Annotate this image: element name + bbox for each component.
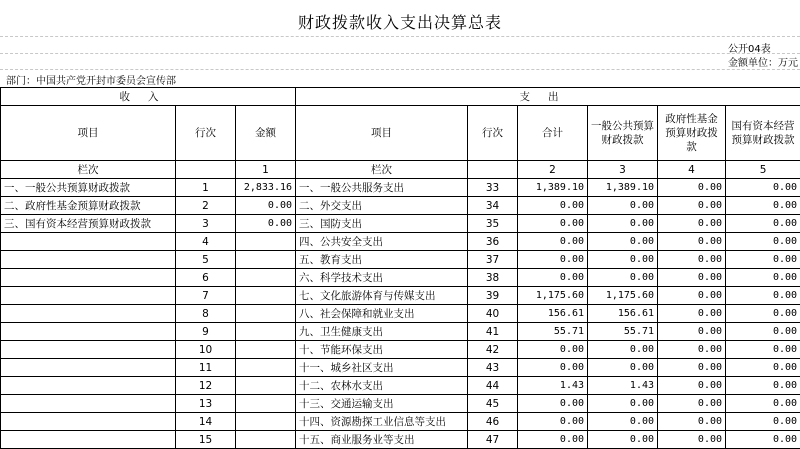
income-amount-header: 金额 <box>236 106 296 161</box>
income-section-header: 收入 <box>1 88 296 106</box>
expense-line-cell: 36 <box>468 233 518 251</box>
table-row <box>1 359 800 377</box>
income-item-cell <box>1 377 176 395</box>
income-item-cell <box>1 305 176 323</box>
state-capital-cell: 0.00 <box>726 251 800 269</box>
income-item-cell: 二、政府性基金预算财政拨款 <box>1 197 176 215</box>
gov-fund-header: 政府性基金预算财政拨款 <box>658 106 726 161</box>
state-capital-cell: 0.00 <box>726 323 800 341</box>
sheet-gridline <box>0 69 800 70</box>
gov-fund-cell: 0.00 <box>658 215 726 233</box>
total-cell: 156.61 <box>518 305 588 323</box>
gov-fund-cell: 0.00 <box>658 179 726 197</box>
state-capital-cell: 0.00 <box>726 233 800 251</box>
index-state-capital: 5 <box>726 161 800 179</box>
gov-fund-cell: 0.00 <box>658 377 726 395</box>
expense-item-cell: 八、社会保障和就业支出 <box>296 305 468 323</box>
general-budget-cell: 0.00 <box>588 359 658 377</box>
income-line-cell: 5 <box>176 251 236 269</box>
gov-fund-cell: 0.00 <box>658 413 726 431</box>
expense-index-label: 栏次 <box>296 161 468 179</box>
general-budget-cell: 0.00 <box>588 215 658 233</box>
expense-line-header: 行次 <box>468 106 518 161</box>
table-row <box>1 323 800 341</box>
total-cell: 1,175.60 <box>518 287 588 305</box>
income-item-cell <box>1 323 176 341</box>
expense-item-header: 项目 <box>296 106 468 161</box>
total-cell: 0.00 <box>518 431 588 449</box>
income-line-cell: 10 <box>176 341 236 359</box>
table-row <box>1 431 800 449</box>
expense-item-cell: 七、文化旅游体育与传媒支出 <box>296 287 468 305</box>
index-total: 2 <box>518 161 588 179</box>
gov-fund-cell: 0.00 <box>658 287 726 305</box>
expense-item-cell: 六、科学技术支出 <box>296 269 468 287</box>
gov-fund-cell: 0.00 <box>658 233 726 251</box>
index-gov-fund: 4 <box>658 161 726 179</box>
total-header: 合计 <box>518 106 588 161</box>
income-line-cell: 4 <box>176 233 236 251</box>
column-index-row <box>1 161 800 179</box>
table-row <box>1 377 800 395</box>
income-item-cell <box>1 341 176 359</box>
income-amount-cell <box>236 377 296 395</box>
income-item-cell: 三、国有资本经营预算财政拨款 <box>1 215 176 233</box>
state-capital-cell: 0.00 <box>726 377 800 395</box>
income-amount-cell <box>236 341 296 359</box>
income-line-cell: 12 <box>176 377 236 395</box>
expense-line-cell: 33 <box>468 179 518 197</box>
income-amount-cell <box>236 359 296 377</box>
income-line-cell: 6 <box>176 269 236 287</box>
income-amount-cell: 2,833.16 <box>236 179 296 197</box>
state-capital-cell: 0.00 <box>726 179 800 197</box>
income-line-cell: 9 <box>176 323 236 341</box>
income-amount-cell: 0.00 <box>236 215 296 233</box>
column-header-row <box>1 106 800 161</box>
income-line-cell: 7 <box>176 287 236 305</box>
income-line-cell: 15 <box>176 431 236 449</box>
expense-item-cell: 二、外交支出 <box>296 197 468 215</box>
general-budget-cell: 0.00 <box>588 233 658 251</box>
expense-item-cell: 四、公共安全支出 <box>296 233 468 251</box>
gov-fund-cell: 0.00 <box>658 251 726 269</box>
income-amount-cell: 0.00 <box>236 197 296 215</box>
table-row <box>1 233 800 251</box>
expense-line-cell: 43 <box>468 359 518 377</box>
expense-item-cell: 九、卫生健康支出 <box>296 323 468 341</box>
income-amount-cell <box>236 233 296 251</box>
income-amount-cell <box>236 323 296 341</box>
total-cell: 0.00 <box>518 359 588 377</box>
table-row <box>1 413 800 431</box>
sheet-gridline <box>0 53 800 54</box>
table-row <box>1 197 800 215</box>
income-amount-cell <box>236 431 296 449</box>
total-cell: 55.71 <box>518 323 588 341</box>
table-row <box>1 215 800 233</box>
income-amount-cell <box>236 413 296 431</box>
gov-fund-cell: 0.00 <box>658 341 726 359</box>
income-amount-cell <box>236 287 296 305</box>
state-capital-cell: 0.00 <box>726 359 800 377</box>
general-budget-cell: 0.00 <box>588 251 658 269</box>
income-index-label: 栏次 <box>1 161 176 179</box>
expense-item-cell: 十一、城乡社区支出 <box>296 359 468 377</box>
state-capital-cell: 0.00 <box>726 269 800 287</box>
income-line-cell: 11 <box>176 359 236 377</box>
gov-fund-cell: 0.00 <box>658 359 726 377</box>
expense-item-cell: 十五、商业服务业等支出 <box>296 431 468 449</box>
expense-item-cell: 三、国防支出 <box>296 215 468 233</box>
income-amount-cell <box>236 269 296 287</box>
expense-line-cell: 45 <box>468 395 518 413</box>
state-capital-cell: 0.00 <box>726 395 800 413</box>
income-item-cell <box>1 359 176 377</box>
table-row <box>1 287 800 305</box>
state-capital-cell: 0.00 <box>726 287 800 305</box>
income-item-cell <box>1 287 176 305</box>
total-cell: 0.00 <box>518 233 588 251</box>
table-row <box>1 179 800 197</box>
general-budget-cell: 0.00 <box>588 395 658 413</box>
total-cell: 0.00 <box>518 413 588 431</box>
report-title: 财政拨款收入支出决算总表 <box>0 10 800 33</box>
gov-fund-cell: 0.00 <box>658 395 726 413</box>
total-cell: 0.00 <box>518 197 588 215</box>
general-budget-cell: 0.00 <box>588 197 658 215</box>
general-budget-cell: 1,175.60 <box>588 287 658 305</box>
expense-line-cell: 46 <box>468 413 518 431</box>
expense-line-cell: 34 <box>468 197 518 215</box>
income-line-cell: 3 <box>176 215 236 233</box>
income-line-header: 行次 <box>176 106 236 161</box>
state-capital-header: 国有资本经营预算财政拨款 <box>726 106 800 161</box>
state-capital-cell: 0.00 <box>726 431 800 449</box>
general-budget-cell: 0.00 <box>588 341 658 359</box>
income-index-amount: 1 <box>236 161 296 179</box>
general-budget-cell: 0.00 <box>588 413 658 431</box>
total-cell: 1.43 <box>518 377 588 395</box>
expense-section-header: 支出 <box>296 88 800 106</box>
income-line-cell: 14 <box>176 413 236 431</box>
expense-line-cell: 42 <box>468 341 518 359</box>
state-capital-cell: 0.00 <box>726 215 800 233</box>
gov-fund-cell: 0.00 <box>658 431 726 449</box>
income-line-cell: 1 <box>176 179 236 197</box>
general-budget-cell: 0.00 <box>588 269 658 287</box>
total-cell: 1,389.10 <box>518 179 588 197</box>
section-header-row <box>1 88 800 106</box>
total-cell: 0.00 <box>518 269 588 287</box>
expense-line-cell: 39 <box>468 287 518 305</box>
income-amount-cell <box>236 305 296 323</box>
table-row <box>1 395 800 413</box>
expense-item-cell: 十四、资源勘探工业信息等支出 <box>296 413 468 431</box>
income-amount-cell <box>236 395 296 413</box>
gov-fund-cell: 0.00 <box>658 197 726 215</box>
income-item-cell <box>1 233 176 251</box>
state-capital-cell: 0.00 <box>726 197 800 215</box>
state-capital-cell: 0.00 <box>726 341 800 359</box>
expense-line-cell: 37 <box>468 251 518 269</box>
total-cell: 0.00 <box>518 395 588 413</box>
table-row <box>1 341 800 359</box>
table-row <box>1 251 800 269</box>
income-item-cell <box>1 431 176 449</box>
income-line-cell: 8 <box>176 305 236 323</box>
state-capital-cell: 0.00 <box>726 413 800 431</box>
income-item-cell <box>1 269 176 287</box>
empty-cell <box>468 161 518 179</box>
general-budget-cell: 156.61 <box>588 305 658 323</box>
index-general: 3 <box>588 161 658 179</box>
income-line-cell: 13 <box>176 395 236 413</box>
total-cell: 0.00 <box>518 341 588 359</box>
unit-label: 金额单位：万元 <box>728 56 798 72</box>
form-code: 公开04表 <box>728 40 771 55</box>
income-amount-cell <box>236 251 296 269</box>
expense-line-cell: 41 <box>468 323 518 341</box>
income-line-cell: 2 <box>176 197 236 215</box>
expense-item-cell: 十二、农林水支出 <box>296 377 468 395</box>
general-budget-cell: 0.00 <box>588 431 658 449</box>
income-item-cell: 一、一般公共预算财政拨款 <box>1 179 176 197</box>
income-item-cell <box>1 413 176 431</box>
gov-fund-cell: 0.00 <box>658 323 726 341</box>
expense-item-cell: 十三、交通运输支出 <box>296 395 468 413</box>
expense-item-cell: 一、一般公共服务支出 <box>296 179 468 197</box>
state-capital-cell: 0.00 <box>726 305 800 323</box>
table-row <box>1 305 800 323</box>
income-item-cell <box>1 251 176 269</box>
total-cell: 0.00 <box>518 251 588 269</box>
expense-line-cell: 40 <box>468 305 518 323</box>
budget-summary-table <box>0 87 800 449</box>
expense-line-cell: 35 <box>468 215 518 233</box>
department-label: 部门：中国共产党开封市委员会宣传部 <box>6 72 176 87</box>
gov-fund-cell: 0.00 <box>658 305 726 323</box>
income-item-header: 项目 <box>1 106 176 161</box>
total-cell: 0.00 <box>518 215 588 233</box>
general-budget-cell: 1,389.10 <box>588 179 658 197</box>
expense-item-cell: 五、教育支出 <box>296 251 468 269</box>
expense-line-cell: 38 <box>468 269 518 287</box>
expense-line-cell: 44 <box>468 377 518 395</box>
empty-cell <box>176 161 236 179</box>
expense-line-cell: 47 <box>468 431 518 449</box>
general-budget-header: 一般公共预算财政拨款 <box>588 106 658 161</box>
table-row <box>1 269 800 287</box>
sheet-gridline <box>0 36 800 37</box>
income-item-cell <box>1 395 176 413</box>
expense-item-cell: 十、节能环保支出 <box>296 341 468 359</box>
general-budget-cell: 1.43 <box>588 377 658 395</box>
general-budget-cell: 55.71 <box>588 323 658 341</box>
gov-fund-cell: 0.00 <box>658 269 726 287</box>
